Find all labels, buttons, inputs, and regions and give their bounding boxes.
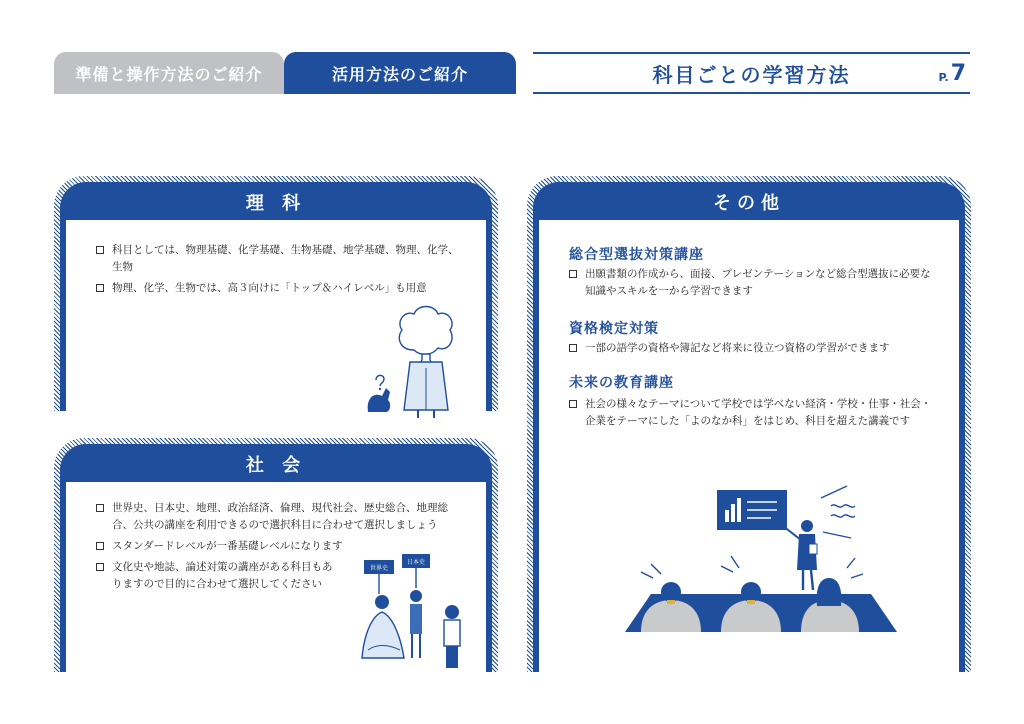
page-number-value: 7: [950, 60, 966, 86]
section-list: [569, 266, 939, 304]
list-item: 社会の様々なテーマについて学校では学べない経済・学校・仕事・社会・企業をテーマにした「よのなか科」をはじめ、科目を超えた講義です: [569, 396, 939, 430]
tab-usage-label: 活用方法のご紹介: [331, 64, 468, 84]
header-rule-bottom: [533, 92, 970, 94]
page-number-prefix: P.: [938, 70, 949, 84]
section-heading: 未来の教育講座: [569, 375, 674, 391]
page-number: [938, 56, 966, 90]
social-card: [54, 438, 498, 672]
section-list: [569, 340, 939, 361]
other-title: その他: [713, 193, 785, 214]
scientist-illustration: [356, 300, 486, 412]
social-title: 社 会: [245, 455, 307, 476]
list-item: 文化史や地誌、論述対策の講座がある科目もありますので目的に合わせて選択してください: [96, 559, 342, 593]
lecture-illustration: [611, 486, 901, 636]
page-title: 科目ごとの学習方法: [652, 62, 851, 87]
tab-preparation[interactable]: [54, 52, 284, 94]
sign-left-text: 世界史: [369, 565, 389, 572]
list-item: 科目としては、物理基礎、化学基礎、生物基礎、地学基礎、物理、化学、生物: [96, 242, 466, 276]
science-title: 理 科: [245, 193, 307, 214]
list-item: 世界史、日本史、地理、政治経済、倫理、現代社会、歴史総合、地理総合、公共の講座を利用できるので選択科目に合わせて選択しましょう: [96, 500, 462, 534]
section-heading: 総合型選抜対策講座: [569, 247, 704, 263]
history-students-illustration: [360, 554, 490, 672]
list-item: スタンダードレベルが一番基礎レベルになります: [96, 538, 462, 555]
tab-preparation-label: 準備と操作方法のご紹介: [75, 64, 263, 84]
list-item: 物理、化学、生物では、高３向けに「トップ＆ハイレベル」も用意: [96, 280, 466, 297]
section-heading: 資格検定対策: [569, 321, 659, 337]
other-card: [527, 176, 971, 672]
list-item: 一部の語学の資格や簿記など将来に役立つ資格の学習ができます: [569, 340, 939, 357]
header-rule-top: [533, 52, 970, 54]
sign-right-text: 日本史: [406, 559, 426, 566]
tab-usage[interactable]: [284, 52, 516, 94]
section-list: [569, 396, 939, 434]
science-card: [54, 176, 498, 411]
list-item: 出願書類の作成から、面接、プレゼンテーションなど総合型選抜に必要な知識やスキルを一から学習できます: [569, 266, 939, 300]
science-list: [96, 242, 466, 301]
